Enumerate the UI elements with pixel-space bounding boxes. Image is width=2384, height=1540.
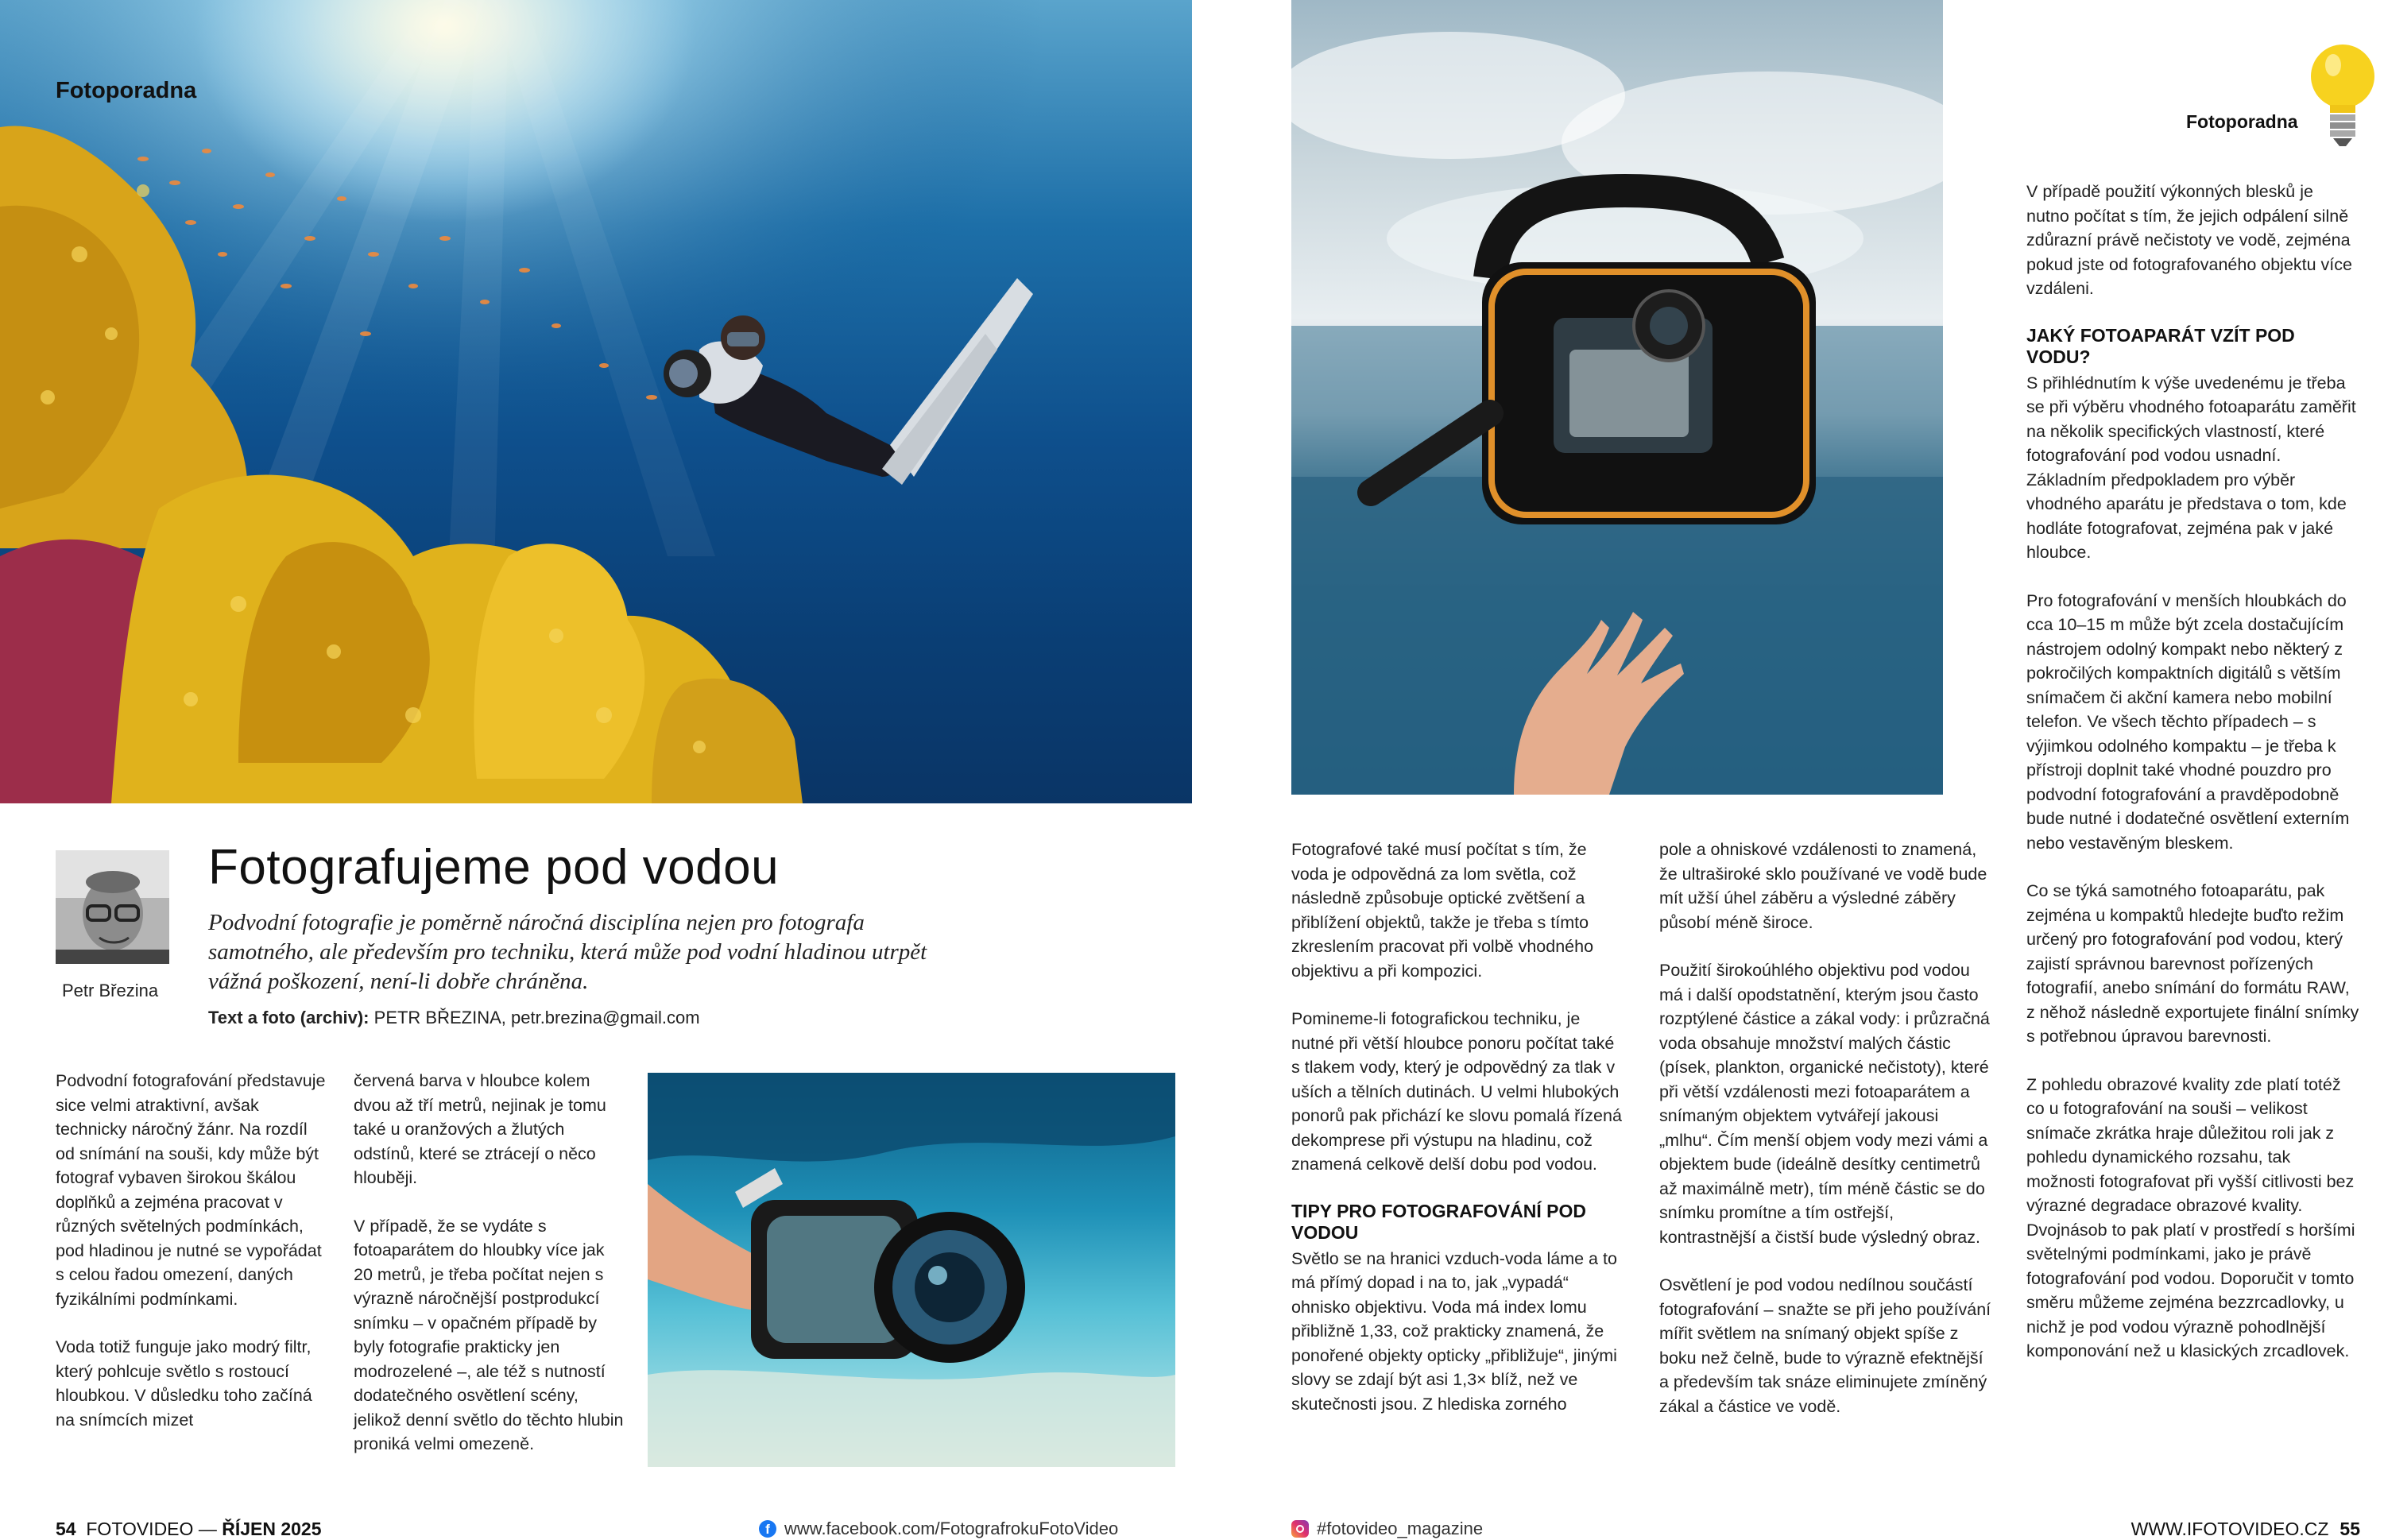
instagram-icon [1291,1520,1309,1538]
footer-dash: — [198,1519,217,1539]
instagram-handle[interactable]: #fotovideo_magazine [1317,1519,1484,1538]
paragraph: S přihlédnutím k výše uvedenému je třeba se při výběru vhodného fotoaparátu zaměřit na několik specifických vlastností, které fotografování pod vodou usnadní. Základním předpokladem pro výběr vhodného aparátu je představa o tom, kde hodláte fotografovat, zejména pak v jaké hloubce. [2026,373,2356,562]
section-label: Fotoporadna [2186,111,2298,132]
article-title: Fotografujeme pod vodou [208,840,780,895]
body-column-2 [354,1069,624,1480]
facebook-link[interactable] [759,1519,1118,1539]
facebook-url[interactable]: www.facebook.com/FotografrokuFotoVideo [784,1519,1119,1538]
paragraph: Fotografové také musí počítat s tím, že voda je odpovědná za lom světla, což následně způsobuje optické zvětšení a přiblížení objektů, takže je třeba s tímto zkreslením pracovat při volbě vhodného objektivu a při kompozici. [1291,840,1594,981]
paragraph: Světlo se na hranici vzduch-voda láme a to má přímý dopad i na to, jak „vypadá“ ohnisko objektivu. Voda má index lomu přibližně 1,33, což prakticky znamená, že ponořené objekty opticky „přibližuje“, jinými slovy se zdají být asi 1,3× blíž, než ve skutečnosti jsou. Z hlediska zorného [1291,1248,1617,1414]
article-credit [208,1008,700,1028]
paragraph: Voda totiž funguje jako modrý filtr, který pohlcuje světlo s rostoucí hloubkou. V důsledku toho začíná na snímcích mizet [56,1337,312,1430]
paragraph: V případě použití výkonných blesků je nutno počítat s tím, že jejich odpálení silně zdůrazní právě nečistoty ve vodě, zejména pokud jste od fotografovaného objektu více vzdáleni. [2026,182,2352,298]
magazine-name: FOTOVIDEO [86,1519,194,1539]
paragraph: pole a ohniskové vzdálenosti to znamená, že ultraširoké sklo používané ve vodě bude mít užší úhel záběru a výsledné záběry působí méně široce. [1659,840,1987,932]
author-portrait-illustration [56,850,169,964]
reef-illustration [0,0,1192,803]
article-lede: Podvodní fotografie je poměrně náročná disciplína nejen pro fotografa samotného, ale především pro techniku, která může pod vodní hladinou utrpět vážná poškození, není-li dobře chráněna. [208,910,927,994]
page-number: 55 [2339,1519,2360,1539]
underwater-camera-illustration [648,1073,1175,1467]
paragraph: červená barva v hloubce kolem dvou až tří metrů, nejinak je tomu také u oranžových a žlutých odstínů, které se ztrácejí o něco hlouběji. [354,1071,606,1187]
light-bulb-icon [2306,38,2379,149]
paragraph: Co se týká samotného fotoaparátu, pak zejména u kompaktů hledejte buďto režim určený pro fotografování pod vodou, který zajistí správnou barevnost pořízených fotografií, anebo snímání do formátu RAW, z něhož následně exportujete finální snímky s potřebnou úpravou barevnosti. [2026,881,2359,1046]
body-column-4 [1659,838,1993,1442]
hero-photo-diver-reef [0,0,1192,803]
section-label: Fotoporadna [56,78,197,103]
website-url[interactable]: WWW.IFOTOVIDEO.CZ [2131,1519,2329,1539]
body-column-5 [2026,180,2360,1387]
paragraph: Pro fotografování v menších hloubkách do cca 10–15 m může být zcela dostačujícím nástrojem odolný kompakt nebo některý z pokročilých kompaktních digitálů s větším snímačem či akční kamera nebo mobilní telefon. Ve všech těchto případech – s výjimkou odolného kompaktu – je třeba k přístroji doplnit také vhodné pouzdro pro podvodní fotografování a pravděpodobně bude nutné i dodatečné osvětlení externím nebo vestavěným bleskem. [2026,590,2350,853]
body-column-1 [56,1069,326,1456]
photo-camera-housing-above-sea [1291,0,1943,795]
page-number: 54 [56,1519,76,1539]
issue-date: ŘÍJEN 2025 [222,1519,322,1539]
instagram-link[interactable] [1291,1519,1483,1539]
paragraph: Podvodní fotografování představuje sice velmi atraktivní, avšak technicky náročný žánr. Na rozdíl od snímání na souši, kdy může být fotograf vybaven širokou škálou doplňků a zejména pracovat v různých světelných podmínkách, pod hladinou je nutné se vypořádat s celou řadou omezení, daných fyzikálními podmínkami. [56,1071,326,1309]
facebook-icon: f [759,1520,776,1538]
author-portrait [56,850,169,964]
footer-right [2131,1519,2360,1540]
author-name: Petr Březina [62,981,159,1000]
right-page [1192,0,2384,1540]
credit-label: Text a foto (archiv): [208,1008,370,1027]
paragraph: Osvětlení je pod vodou nedílnou součástí fotografování – snažte se při jeho používání mířit světlem na snímaný objekt spíše z boku než čelně, bude to výrazně efektnější a především tak snáze eliminujete zmíněný zákal a částice ve vodě. [1659,1275,1991,1416]
paragraph: Použití širokoúhlého objektivu pod vodou má i další opodstatnění, kterým jsou často rozptýlené částice a zákal vody: i průzračná voda obsahuje množství malých částic (písek, plankton, organické nečistoty), které při větší vzdálenosti mezi fotoaparátem a snímaným objektem vytvářejí jakousi „mlhu“. Čím menší objem vody mezi vámi a objektem bude (ideálně desítky centimetrů až maximálně metr), tím méně částic se do snímku promítne a tím ostřejší, kontrastnější a čistší bude výsledný obraz. [1659,961,1990,1247]
body-column-3 [1291,838,1625,1440]
credit-value: PETR BŘEZINA, petr.brezina@gmail.com [373,1008,700,1027]
housing-sea-illustration [1291,0,1943,795]
footer-left [56,1519,322,1540]
subheading-tips: TIPY PRO FOTOGRAFOVÁNÍ POD VODOU [1291,1200,1587,1243]
paragraph: Z pohledu obrazové kvality zde platí totéž co u fotografování na souši – velikost snímače zkrátka hraje důležitou roli jak z pohledu dynamického rozsahu, tak možnosti fotografovat při vyšší citlivosti bez výrazné degradace obrazové kvality. Dvojnásob to pak platí v prostředí s horšími světelnými podmínkami, jako je právě fotografování pod vodou. Doporučit v tomto směru můžeme zejména bezzrcadlovky, u nichž je pod vodou výrazně pohodlnější komponování než u klasických zrcadlovek. [2026,1074,2355,1360]
subheading-camera-choice: JAKÝ FOTOAPARÁT VZÍT POD VODU? [2026,324,2295,367]
paragraph: V případě, že se vydáte s fotoaparátem do hloubky více jak 20 metrů, je třeba počítat nejen s výrazně náročnější postprodukcí snímku – v opačném případě by byly fotografie prakticky jen modrozelené –, ale též s nutností dodatečného osvětlení scény, jelikož denní světlo do těchto hlubin proniká velmi omezeně. [354,1216,624,1453]
paragraph: Pomineme-li fotografickou techniku, je nutné při větší hloubce ponoru počítat také s tlakem vody, který je odpovědný za tlak v uších a tělních dutinách. U velmi hlubokých ponorů pak přichází ke slovu pomalá řízená dekomprese při výstupu na hladinu, což znamená celkově delší dobu pod vodou. [1291,1009,1622,1174]
photo-camera-housing-underwater [648,1073,1175,1467]
